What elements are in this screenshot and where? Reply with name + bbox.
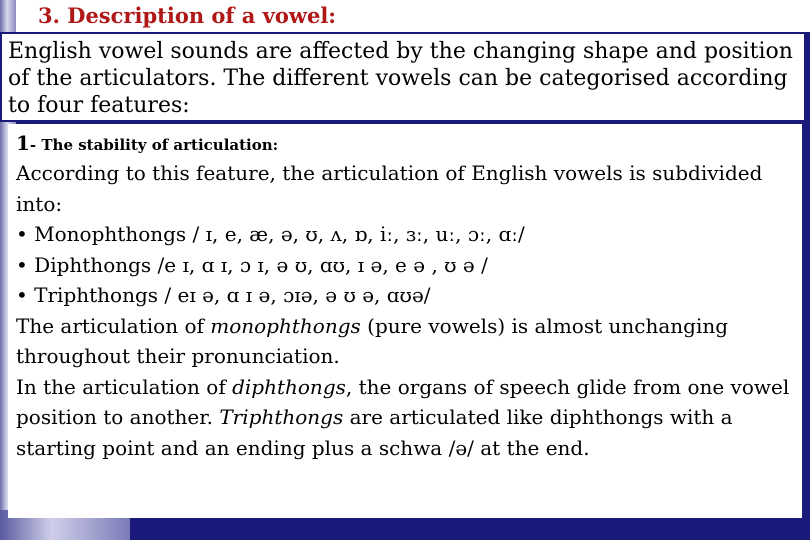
paragraph-diphthongs (16, 372, 796, 464)
triphthongs-item: • Triphthongs / eɪ ə, ɑ ɪ ə, ɔɪə, ə ʊ ə, ɑʊə/ (16, 283, 431, 307)
section-heading-text: - The stability of articulation: (29, 136, 279, 154)
diph-text-post: , the organs of speech glide from one vowel position to another. (16, 374, 790, 429)
content-body (16, 130, 796, 463)
triph-term: Triphthongs (219, 405, 344, 429)
slide-title: 3. Description of a vowel: (38, 3, 337, 28)
paragraph-intro: According to this feature, the articulation of English vowels is subdivided into: (16, 161, 763, 216)
paragraph-monophthongs (16, 311, 796, 372)
intro-text: English vowel sounds are affected by the changing shape and position of the articulators. The different vowels can be categorised according to four features: (8, 39, 793, 118)
mono-term: monophthongs (210, 313, 361, 338)
title-strip (16, 0, 810, 32)
section-heading (16, 130, 796, 158)
intro-box (0, 32, 806, 122)
diphthongs-item: • Diphthongs /e ɪ, ɑ ɪ, ɔ ɪ, ə ʊ, ɑʊ, ɪ ə, e ə , ʊ ə / (16, 252, 488, 277)
mono-text-post: (pure vowels) is almost unchanging throughout their pronunciation. (16, 313, 729, 368)
triph-text-post: are articulated like diphthongs with a starting point and an ending plus a schwa /ə/ at the end. (16, 405, 733, 460)
section-number: 1 (16, 131, 30, 155)
monophthongs-item: • Monophthongs / ɪ, e, æ, ə, ʊ, ʌ, ɒ, iː, ɜː, uː, ɔː, ɑː/ (16, 222, 525, 246)
diph-term: diphthongs (232, 374, 346, 399)
diph-text-pre: In the articulation of (16, 374, 233, 399)
mono-text-pre: The articulation of (16, 313, 211, 338)
content-box (8, 124, 802, 518)
